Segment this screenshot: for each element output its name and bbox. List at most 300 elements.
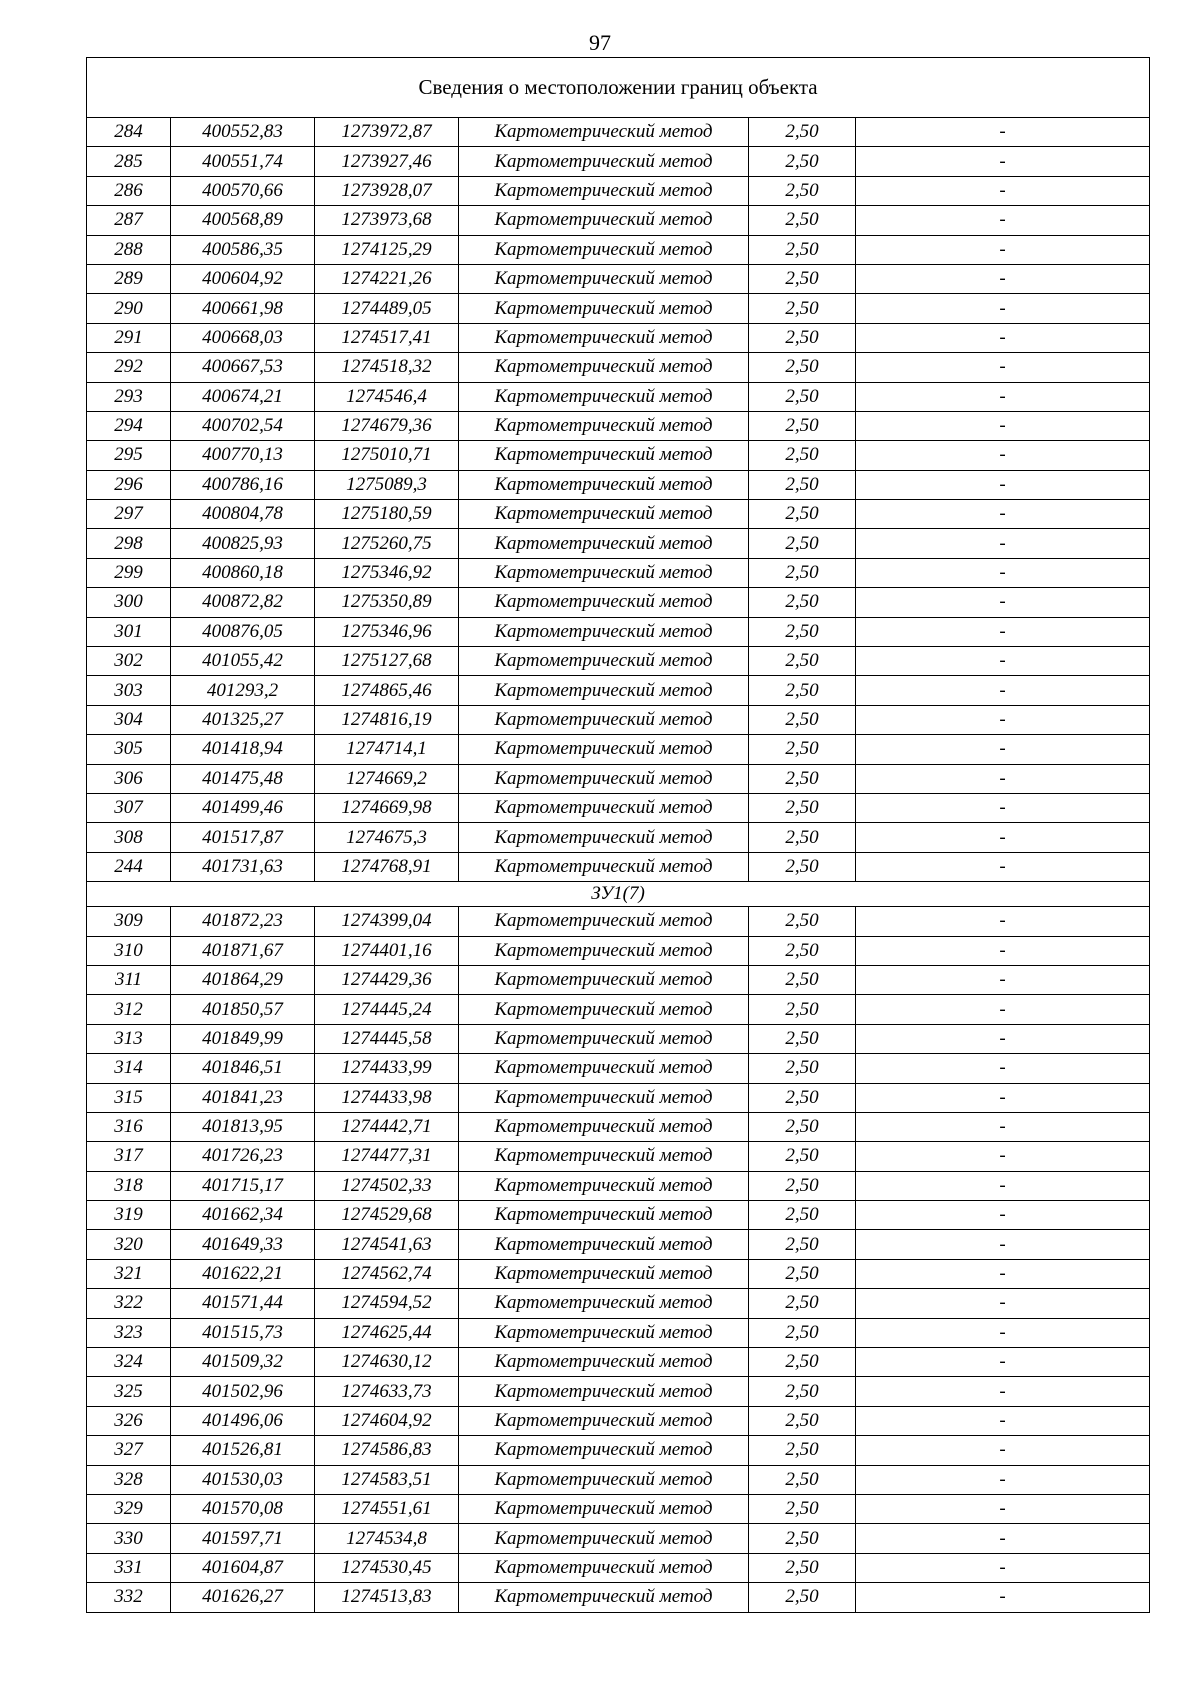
- point-number-cell: 305: [87, 735, 171, 764]
- y-coordinate-cell: 1274768,91: [315, 852, 459, 881]
- method-cell: Картометрический метод: [459, 529, 749, 558]
- table-row: [87, 823, 1150, 852]
- table-row: [87, 1553, 1150, 1582]
- method-cell: Картометрический метод: [459, 936, 749, 965]
- y-coordinate-cell: 1274816,19: [315, 705, 459, 734]
- method-cell: Картометрический метод: [459, 995, 749, 1024]
- x-coordinate-cell: 401849,99: [171, 1024, 315, 1053]
- table-row: [87, 1259, 1150, 1288]
- y-coordinate-cell: 1275260,75: [315, 529, 459, 558]
- x-coordinate-cell: 401526,81: [171, 1436, 315, 1465]
- method-cell: Картометрический метод: [459, 118, 749, 147]
- table-row: [87, 382, 1150, 411]
- table-row: [87, 235, 1150, 264]
- table-row: [87, 529, 1150, 558]
- description-cell: -: [856, 353, 1150, 382]
- y-coordinate-cell: 1274477,31: [315, 1142, 459, 1171]
- point-number-cell: 327: [87, 1436, 171, 1465]
- table-row: [87, 500, 1150, 529]
- method-cell: Картометрический метод: [459, 588, 749, 617]
- section-label: ЗУ1(7): [87, 882, 1150, 907]
- table-row: [87, 264, 1150, 293]
- y-coordinate-cell: 1274669,2: [315, 764, 459, 793]
- description-cell: -: [856, 1230, 1150, 1259]
- description-cell: -: [856, 1083, 1150, 1112]
- x-coordinate-cell: 401626,27: [171, 1583, 315, 1612]
- x-coordinate-cell: 401517,87: [171, 823, 315, 852]
- point-number-cell: 304: [87, 705, 171, 734]
- table-row: [87, 1465, 1150, 1494]
- accuracy-cell: 2,50: [749, 995, 856, 1024]
- point-number-cell: 294: [87, 411, 171, 440]
- method-cell: Картометрический метод: [459, 1259, 749, 1288]
- accuracy-cell: 2,50: [749, 147, 856, 176]
- description-cell: -: [856, 323, 1150, 352]
- accuracy-cell: 2,50: [749, 176, 856, 205]
- accuracy-cell: 2,50: [749, 647, 856, 676]
- x-coordinate-cell: 401597,71: [171, 1524, 315, 1553]
- x-coordinate-cell: 401662,34: [171, 1201, 315, 1230]
- table-row: [87, 1054, 1150, 1083]
- accuracy-cell: 2,50: [749, 529, 856, 558]
- y-coordinate-cell: 1274714,1: [315, 735, 459, 764]
- table-row: [87, 1524, 1150, 1553]
- accuracy-cell: 2,50: [749, 793, 856, 822]
- y-coordinate-cell: 1274679,36: [315, 411, 459, 440]
- method-cell: Картометрический метод: [459, 1583, 749, 1612]
- x-coordinate-cell: 401418,94: [171, 735, 315, 764]
- x-coordinate-cell: 401325,27: [171, 705, 315, 734]
- point-number-cell: 321: [87, 1259, 171, 1288]
- description-cell: -: [856, 1583, 1150, 1612]
- y-coordinate-cell: 1274633,73: [315, 1377, 459, 1406]
- x-coordinate-cell: 400604,92: [171, 264, 315, 293]
- method-cell: Картометрический метод: [459, 1054, 749, 1083]
- point-number-cell: 298: [87, 529, 171, 558]
- table-row: [87, 1377, 1150, 1406]
- method-cell: Картометрический метод: [459, 1524, 749, 1553]
- method-cell: Картометрический метод: [459, 147, 749, 176]
- table-row: [87, 206, 1150, 235]
- method-cell: Картометрический метод: [459, 1318, 749, 1347]
- accuracy-cell: 2,50: [749, 1142, 856, 1171]
- accuracy-cell: 2,50: [749, 1289, 856, 1318]
- description-cell: -: [856, 676, 1150, 705]
- method-cell: Картометрический метод: [459, 411, 749, 440]
- x-coordinate-cell: 401622,21: [171, 1259, 315, 1288]
- description-cell: -: [856, 617, 1150, 646]
- accuracy-cell: 2,50: [749, 353, 856, 382]
- table-row: [87, 705, 1150, 734]
- x-coordinate-cell: 401515,73: [171, 1318, 315, 1347]
- description-cell: -: [856, 1142, 1150, 1171]
- table-row: [87, 1318, 1150, 1347]
- y-coordinate-cell: 1275346,96: [315, 617, 459, 646]
- table-row: [87, 1142, 1150, 1171]
- table-row: [87, 1348, 1150, 1377]
- point-number-cell: 325: [87, 1377, 171, 1406]
- x-coordinate-cell: 401715,17: [171, 1171, 315, 1200]
- x-coordinate-cell: 400876,05: [171, 617, 315, 646]
- method-cell: Картометрический метод: [459, 793, 749, 822]
- description-cell: -: [856, 558, 1150, 587]
- description-cell: -: [856, 793, 1150, 822]
- y-coordinate-cell: 1274675,3: [315, 823, 459, 852]
- description-cell: -: [856, 907, 1150, 936]
- boundary-coordinates-table: [86, 57, 1150, 1613]
- description-cell: -: [856, 235, 1150, 264]
- y-coordinate-cell: 1274442,71: [315, 1112, 459, 1141]
- description-cell: -: [856, 647, 1150, 676]
- table-row: [87, 1024, 1150, 1053]
- table-row: [87, 1583, 1150, 1612]
- description-cell: -: [856, 965, 1150, 994]
- point-number-cell: 306: [87, 764, 171, 793]
- accuracy-cell: 2,50: [749, 558, 856, 587]
- point-number-cell: 303: [87, 676, 171, 705]
- method-cell: Картометрический метод: [459, 1142, 749, 1171]
- x-coordinate-cell: 400552,83: [171, 118, 315, 147]
- y-coordinate-cell: 1274502,33: [315, 1171, 459, 1200]
- accuracy-cell: 2,50: [749, 852, 856, 881]
- x-coordinate-cell: 400551,74: [171, 147, 315, 176]
- point-number-cell: 313: [87, 1024, 171, 1053]
- point-number-cell: 291: [87, 323, 171, 352]
- table-body: [87, 58, 1150, 1613]
- point-number-cell: 324: [87, 1348, 171, 1377]
- x-coordinate-cell: 400860,18: [171, 558, 315, 587]
- accuracy-cell: 2,50: [749, 907, 856, 936]
- accuracy-cell: 2,50: [749, 382, 856, 411]
- x-coordinate-cell: 401496,06: [171, 1406, 315, 1435]
- table-row: [87, 1436, 1150, 1465]
- y-coordinate-cell: 1274517,41: [315, 323, 459, 352]
- y-coordinate-cell: 1274518,32: [315, 353, 459, 382]
- table-row: [87, 176, 1150, 205]
- description-cell: -: [856, 176, 1150, 205]
- description-cell: -: [856, 936, 1150, 965]
- point-number-cell: 317: [87, 1142, 171, 1171]
- description-cell: -: [856, 411, 1150, 440]
- y-coordinate-cell: 1274546,4: [315, 382, 459, 411]
- y-coordinate-cell: 1274445,24: [315, 995, 459, 1024]
- point-number-cell: 300: [87, 588, 171, 617]
- x-coordinate-cell: 400702,54: [171, 411, 315, 440]
- y-coordinate-cell: 1274604,92: [315, 1406, 459, 1435]
- y-coordinate-cell: 1274399,04: [315, 907, 459, 936]
- x-coordinate-cell: 401850,57: [171, 995, 315, 1024]
- method-cell: Картометрический метод: [459, 1230, 749, 1259]
- y-coordinate-cell: 1274669,98: [315, 793, 459, 822]
- method-cell: Картометрический метод: [459, 1171, 749, 1200]
- description-cell: -: [856, 294, 1150, 323]
- point-number-cell: 310: [87, 936, 171, 965]
- table-row: [87, 907, 1150, 936]
- y-coordinate-cell: 1274534,8: [315, 1524, 459, 1553]
- table-row: [87, 735, 1150, 764]
- y-coordinate-cell: 1274513,83: [315, 1583, 459, 1612]
- table-row: [87, 1406, 1150, 1435]
- method-cell: Картометрический метод: [459, 1201, 749, 1230]
- point-number-cell: 293: [87, 382, 171, 411]
- y-coordinate-cell: 1274625,44: [315, 1318, 459, 1347]
- y-coordinate-cell: 1274551,61: [315, 1494, 459, 1523]
- method-cell: Картометрический метод: [459, 441, 749, 470]
- method-cell: Картометрический метод: [459, 1083, 749, 1112]
- point-number-cell: 297: [87, 500, 171, 529]
- description-cell: -: [856, 500, 1150, 529]
- description-cell: -: [856, 995, 1150, 1024]
- accuracy-cell: 2,50: [749, 1259, 856, 1288]
- x-coordinate-cell: 401475,48: [171, 764, 315, 793]
- table-row: [87, 793, 1150, 822]
- accuracy-cell: 2,50: [749, 206, 856, 235]
- table-row: [87, 470, 1150, 499]
- description-cell: -: [856, 1201, 1150, 1230]
- x-coordinate-cell: 401502,96: [171, 1377, 315, 1406]
- x-coordinate-cell: 401604,87: [171, 1553, 315, 1582]
- accuracy-cell: 2,50: [749, 323, 856, 352]
- x-coordinate-cell: 401731,63: [171, 852, 315, 881]
- method-cell: Картометрический метод: [459, 353, 749, 382]
- point-number-cell: 290: [87, 294, 171, 323]
- accuracy-cell: 2,50: [749, 1171, 856, 1200]
- x-coordinate-cell: 400786,16: [171, 470, 315, 499]
- method-cell: Картометрический метод: [459, 852, 749, 881]
- x-coordinate-cell: 401872,23: [171, 907, 315, 936]
- accuracy-cell: 2,50: [749, 118, 856, 147]
- x-coordinate-cell: 400872,82: [171, 588, 315, 617]
- y-coordinate-cell: 1274630,12: [315, 1348, 459, 1377]
- table-row: [87, 1171, 1150, 1200]
- x-coordinate-cell: 401499,46: [171, 793, 315, 822]
- description-cell: -: [856, 441, 1150, 470]
- y-coordinate-cell: 1274594,52: [315, 1289, 459, 1318]
- method-cell: Картометрический метод: [459, 176, 749, 205]
- accuracy-cell: 2,50: [749, 1230, 856, 1259]
- table-row: [87, 1289, 1150, 1318]
- method-cell: Картометрический метод: [459, 676, 749, 705]
- point-number-cell: 309: [87, 907, 171, 936]
- accuracy-cell: 2,50: [749, 411, 856, 440]
- table-row: [87, 411, 1150, 440]
- accuracy-cell: 2,50: [749, 588, 856, 617]
- method-cell: Картометрический метод: [459, 965, 749, 994]
- accuracy-cell: 2,50: [749, 1054, 856, 1083]
- description-cell: -: [856, 147, 1150, 176]
- method-cell: Картометрический метод: [459, 705, 749, 734]
- accuracy-cell: 2,50: [749, 1465, 856, 1494]
- point-number-cell: 329: [87, 1494, 171, 1523]
- accuracy-cell: 2,50: [749, 823, 856, 852]
- point-number-cell: 316: [87, 1112, 171, 1141]
- table-row: [87, 936, 1150, 965]
- y-coordinate-cell: 1273972,87: [315, 118, 459, 147]
- accuracy-cell: 2,50: [749, 500, 856, 529]
- table-row: [87, 147, 1150, 176]
- accuracy-cell: 2,50: [749, 1024, 856, 1053]
- y-coordinate-cell: 1274433,99: [315, 1054, 459, 1083]
- description-cell: -: [856, 764, 1150, 793]
- y-coordinate-cell: 1273928,07: [315, 176, 459, 205]
- table-row: [87, 676, 1150, 705]
- point-number-cell: 289: [87, 264, 171, 293]
- method-cell: Картометрический метод: [459, 764, 749, 793]
- description-cell: -: [856, 1171, 1150, 1200]
- point-number-cell: 292: [87, 353, 171, 382]
- x-coordinate-cell: 401530,03: [171, 1465, 315, 1494]
- method-cell: Картометрический метод: [459, 1553, 749, 1582]
- description-cell: -: [856, 1436, 1150, 1465]
- x-coordinate-cell: 400668,03: [171, 323, 315, 352]
- table-row: [87, 764, 1150, 793]
- y-coordinate-cell: 1274489,05: [315, 294, 459, 323]
- accuracy-cell: 2,50: [749, 1406, 856, 1435]
- x-coordinate-cell: 400568,89: [171, 206, 315, 235]
- description-cell: -: [856, 1494, 1150, 1523]
- method-cell: Картометрический метод: [459, 264, 749, 293]
- method-cell: Картометрический метод: [459, 735, 749, 764]
- method-cell: Картометрический метод: [459, 235, 749, 264]
- point-number-cell: 285: [87, 147, 171, 176]
- y-coordinate-cell: 1273973,68: [315, 206, 459, 235]
- accuracy-cell: 2,50: [749, 294, 856, 323]
- description-cell: -: [856, 823, 1150, 852]
- y-coordinate-cell: 1274125,29: [315, 235, 459, 264]
- method-cell: Картометрический метод: [459, 907, 749, 936]
- description-cell: -: [856, 206, 1150, 235]
- table-row: [87, 1494, 1150, 1523]
- description-cell: -: [856, 1054, 1150, 1083]
- table-row: [87, 1083, 1150, 1112]
- x-coordinate-cell: 401293,2: [171, 676, 315, 705]
- description-cell: -: [856, 1289, 1150, 1318]
- description-cell: -: [856, 588, 1150, 617]
- accuracy-cell: 2,50: [749, 1524, 856, 1553]
- method-cell: Картометрический метод: [459, 823, 749, 852]
- point-number-cell: 315: [87, 1083, 171, 1112]
- table-row: [87, 1201, 1150, 1230]
- y-coordinate-cell: 1275180,59: [315, 500, 459, 529]
- x-coordinate-cell: 401864,29: [171, 965, 315, 994]
- description-cell: -: [856, 118, 1150, 147]
- accuracy-cell: 2,50: [749, 441, 856, 470]
- method-cell: Картометрический метод: [459, 1289, 749, 1318]
- accuracy-cell: 2,50: [749, 1318, 856, 1347]
- accuracy-cell: 2,50: [749, 1083, 856, 1112]
- x-coordinate-cell: 400770,13: [171, 441, 315, 470]
- x-coordinate-cell: 401055,42: [171, 647, 315, 676]
- point-number-cell: 318: [87, 1171, 171, 1200]
- point-number-cell: 322: [87, 1289, 171, 1318]
- y-coordinate-cell: 1274541,63: [315, 1230, 459, 1259]
- point-number-cell: 312: [87, 995, 171, 1024]
- y-coordinate-cell: 1274865,46: [315, 676, 459, 705]
- method-cell: Картометрический метод: [459, 382, 749, 411]
- y-coordinate-cell: 1274429,36: [315, 965, 459, 994]
- x-coordinate-cell: 400804,78: [171, 500, 315, 529]
- description-cell: -: [856, 1524, 1150, 1553]
- y-coordinate-cell: 1274586,83: [315, 1436, 459, 1465]
- point-number-cell: 287: [87, 206, 171, 235]
- x-coordinate-cell: 401726,23: [171, 1142, 315, 1171]
- accuracy-cell: 2,50: [749, 470, 856, 499]
- table-row: [87, 1112, 1150, 1141]
- description-cell: -: [856, 852, 1150, 881]
- table-row: [87, 353, 1150, 382]
- point-number-cell: 326: [87, 1406, 171, 1435]
- point-number-cell: 295: [87, 441, 171, 470]
- accuracy-cell: 2,50: [749, 1436, 856, 1465]
- point-number-cell: 244: [87, 852, 171, 881]
- y-coordinate-cell: 1274583,51: [315, 1465, 459, 1494]
- method-cell: Картометрический метод: [459, 1024, 749, 1053]
- method-cell: Картометрический метод: [459, 1494, 749, 1523]
- accuracy-cell: 2,50: [749, 764, 856, 793]
- y-coordinate-cell: 1275127,68: [315, 647, 459, 676]
- x-coordinate-cell: 400825,93: [171, 529, 315, 558]
- description-cell: -: [856, 705, 1150, 734]
- method-cell: Картометрический метод: [459, 206, 749, 235]
- accuracy-cell: 2,50: [749, 965, 856, 994]
- accuracy-cell: 2,50: [749, 735, 856, 764]
- point-number-cell: 320: [87, 1230, 171, 1259]
- description-cell: -: [856, 1318, 1150, 1347]
- method-cell: Картометрический метод: [459, 1112, 749, 1141]
- point-number-cell: 299: [87, 558, 171, 587]
- x-coordinate-cell: 401846,51: [171, 1054, 315, 1083]
- description-cell: -: [856, 1406, 1150, 1435]
- description-cell: -: [856, 735, 1150, 764]
- description-cell: -: [856, 264, 1150, 293]
- method-cell: Картометрический метод: [459, 558, 749, 587]
- point-number-cell: 296: [87, 470, 171, 499]
- x-coordinate-cell: 401649,33: [171, 1230, 315, 1259]
- point-number-cell: 307: [87, 793, 171, 822]
- table-title-row: [87, 58, 1150, 118]
- point-number-cell: 286: [87, 176, 171, 205]
- x-coordinate-cell: 401509,32: [171, 1348, 315, 1377]
- accuracy-cell: 2,50: [749, 1583, 856, 1612]
- table-row: [87, 558, 1150, 587]
- description-cell: -: [856, 1112, 1150, 1141]
- accuracy-cell: 2,50: [749, 235, 856, 264]
- point-number-cell: 301: [87, 617, 171, 646]
- y-coordinate-cell: 1274529,68: [315, 1201, 459, 1230]
- description-cell: -: [856, 1465, 1150, 1494]
- table-row: [87, 323, 1150, 352]
- x-coordinate-cell: 401871,67: [171, 936, 315, 965]
- y-coordinate-cell: 1275010,71: [315, 441, 459, 470]
- point-number-cell: 308: [87, 823, 171, 852]
- table-row: [87, 294, 1150, 323]
- description-cell: -: [856, 382, 1150, 411]
- accuracy-cell: 2,50: [749, 1201, 856, 1230]
- accuracy-cell: 2,50: [749, 705, 856, 734]
- method-cell: Картометрический метод: [459, 1348, 749, 1377]
- point-number-cell: 284: [87, 118, 171, 147]
- section-header-row: [87, 882, 1150, 907]
- point-number-cell: 314: [87, 1054, 171, 1083]
- table-row: [87, 852, 1150, 881]
- x-coordinate-cell: 401570,08: [171, 1494, 315, 1523]
- accuracy-cell: 2,50: [749, 676, 856, 705]
- y-coordinate-cell: 1275346,92: [315, 558, 459, 587]
- accuracy-cell: 2,50: [749, 1553, 856, 1582]
- method-cell: Картометрический метод: [459, 323, 749, 352]
- x-coordinate-cell: 400667,53: [171, 353, 315, 382]
- description-cell: -: [856, 1259, 1150, 1288]
